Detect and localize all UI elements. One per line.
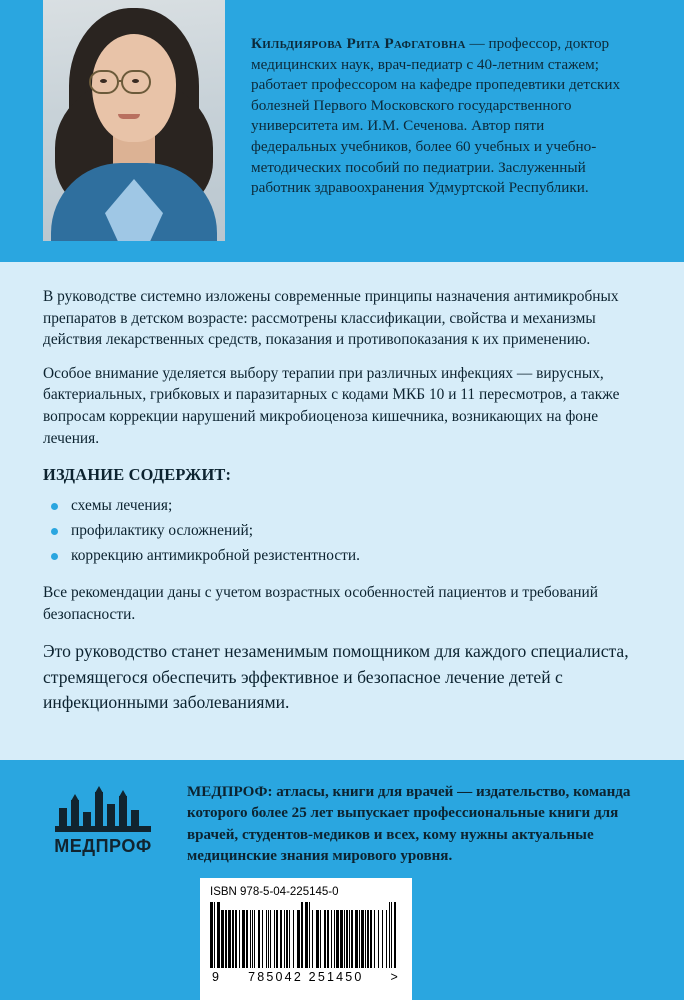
barcode-bars [210,902,402,968]
paragraph-1: В руководстве системно изложены современные принципы назначения антимикробных препаратов в детском возрасте: рассмотрены классификации, свойства и механизмы действия лекарственных средств, показания и противопоказания к их применению. [43,288,619,349]
publisher-description: МЕДПРОФ: атласы, книги для врачей — издательство, команда которого более 25 лет выпускает профессиональные книги для врачей, студентов-медиков и всех, кому нужны актуальные медицинские знания мирового уровня. [187,784,631,865]
author-bio-block [251,34,629,199]
barcode-digit-right: > [390,970,400,984]
author-section [0,0,684,262]
publisher-name: МЕДПРОФ [54,836,152,856]
portrait-eye-left [100,79,107,83]
portrait-mouth [118,114,140,119]
publisher-logo [43,782,163,857]
list-item: профилактику осложнений; [47,518,641,543]
barcode-digit-main: 785042 251450 [248,970,364,984]
glasses-bridge-icon [119,80,123,82]
contains-list [47,493,641,568]
author-bio: — профессор, доктор медицинских наук, врач-педиатр с 40-летним стажем; работает профессором на кафедре пропедевтики детских болезней Первого Московского государственного университета им. И.М. Сеченова. Автор пяти федеральных учебников, более 60 учебных и учебно-методических пособий по педиатрии. Заслуженный работник здравоохранения Удмуртской Республики. [251,35,621,197]
list-item: коррекцию антимикробной резистентности. [47,543,641,568]
contains-title: ИЗДАНИЕ СОДЕРЖИТ: [43,465,232,485]
logo-svg [55,786,151,834]
publisher-section [0,760,684,890]
barcode-digits [210,970,402,984]
safety-note: Все рекомендации даны с учетом возрастных особенностей пациентов и требований безопасности. [43,584,598,623]
medprof-logo-icon [55,786,151,834]
barcode-box [200,878,412,1000]
closing-statement: Это руководство станет незаменимым помощником для каждого специалиста, стремящегося обеспечить эффективное и безопасное лечение детей с инфекционными заболеваниями. [43,641,629,713]
description-section [0,262,684,760]
author-name: Кильдиярова Рита Рафгатовна [251,35,466,52]
barcode-section [0,878,684,1000]
barcode-digit-left: 9 [212,970,222,984]
author-photo [43,0,225,241]
list-item: схемы лечения; [47,493,641,518]
isbn-label: ISBN 978-5-04-225145-0 [210,886,339,898]
paragraph-2: Особое внимание уделяется выбору терапии при различных инфекциях — вирусных, бактериальных, грибковых и паразитарных с кодами МКБ 10 и 11 пересмотров, а также вопросам коррекции нарушений микробиоценоза кишечника, возникающих на фоне лечения. [43,364,620,447]
portrait-eye-right [132,79,139,83]
